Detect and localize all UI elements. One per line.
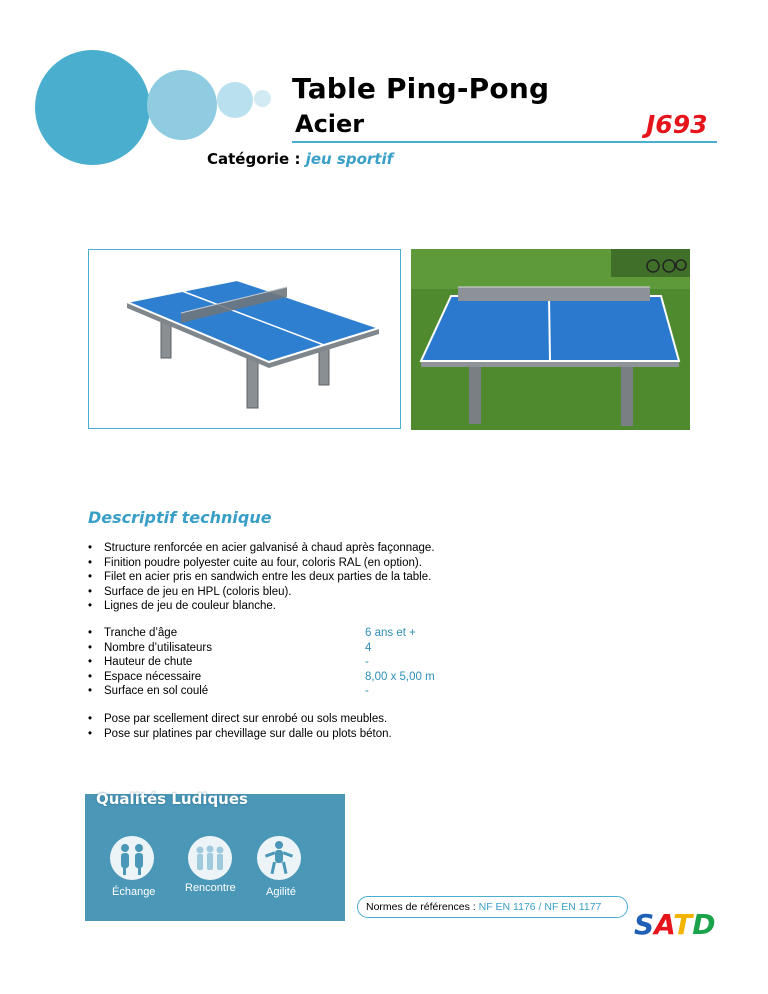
feature-item: • Structure renforcée en acier galvanisé à chaud après façonnage. [88,541,528,556]
product-code: J693 [646,110,708,139]
product-subtitle: Acier [295,110,365,138]
installation-list [88,712,528,741]
spec-value: 8,00 x 5,00 m [365,670,435,683]
product-photo-studio [88,249,401,429]
specs-list [88,626,348,699]
category-value: jeu sportif [305,150,394,168]
quality-label: Échange [112,886,156,898]
decor-circle-small [217,82,253,118]
qualities-heading: Qualités Ludiques [96,790,248,808]
spec-value: - [365,656,369,669]
feature-item: • Finition poudre polyester cuite au four, coloris RAL (en option). [88,556,528,571]
spec-value: - [365,685,369,698]
category-label: Catégorie : [207,150,301,168]
svg-text:SATD: SATD [634,908,716,938]
feature-item: • Lignes de jeu de couleur blanche. [88,599,528,614]
header-rule [292,141,717,143]
category-line [207,150,393,168]
exchange-icon [110,836,154,880]
spec-label: • Surface en sol coulé [88,684,348,699]
installation-item: • Pose par scellement direct sur enrobé ou sols meubles. [88,712,528,727]
decor-circle-large [35,50,150,165]
spec-label: • Hauteur de chute [88,655,348,670]
decor-circle-tiny [254,90,271,107]
feature-item: • Surface de jeu en HPL (coloris bleu). [88,585,528,600]
decor-circle-medium [147,70,217,140]
standards-box [357,896,628,918]
quality-label: Agilité [266,886,296,898]
quality-label: Rencontre [185,882,236,894]
standards-label: Normes de références : [366,901,476,913]
qualities-panel [85,794,345,921]
spec-label: • Espace nécessaire [88,670,348,685]
installation-item: • Pose sur platines par chevillage sur dalle ou plots béton. [88,727,528,742]
product-photo-outdoor [411,249,690,430]
spec-label: • Nombre d’utilisateurs [88,641,348,656]
outdoor-illustration [411,249,690,430]
spec-label: • Tranche d’âge [88,626,348,641]
product-title: Table Ping-Pong [292,72,550,105]
table-illustration [89,250,400,428]
feature-item: • Filet en acier pris en sandwich entre les deux parties de la table. [88,570,528,585]
specs-values [365,626,435,699]
spec-value: 4 [365,641,372,654]
features-list [88,541,528,614]
meeting-icon [188,836,232,880]
standards-value: NF EN 1176 / NF EN 1177 [478,901,602,913]
satd-logo [634,908,722,943]
technical-description-heading: Descriptif technique [88,508,272,527]
agility-icon [257,836,301,880]
spec-value: 6 ans et + [365,627,416,639]
